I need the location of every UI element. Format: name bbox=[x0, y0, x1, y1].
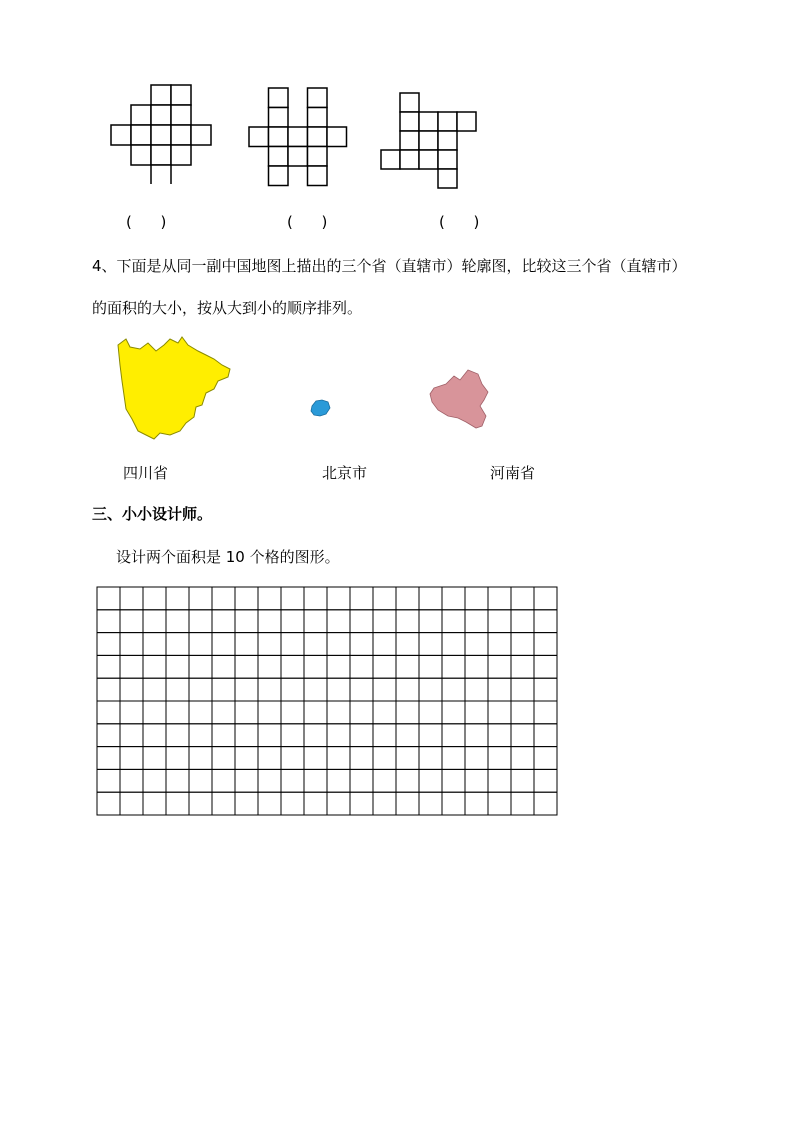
design-grid-cell[interactable] bbox=[396, 747, 419, 770]
design-grid-cell[interactable] bbox=[442, 747, 465, 770]
design-grid-cell[interactable] bbox=[373, 610, 396, 633]
design-grid-cell[interactable] bbox=[189, 633, 212, 656]
grid-shape-1-cell bbox=[151, 165, 171, 184]
design-grid-cell[interactable] bbox=[120, 724, 143, 747]
design-grid-cell[interactable] bbox=[327, 701, 350, 724]
design-grid-cell[interactable] bbox=[511, 792, 534, 815]
design-grid-cell[interactable] bbox=[373, 724, 396, 747]
design-grid-cell[interactable] bbox=[442, 633, 465, 656]
design-grid-cell[interactable] bbox=[327, 633, 350, 656]
design-grid-cell[interactable] bbox=[235, 769, 258, 792]
grid-shape-2-cell bbox=[308, 88, 328, 108]
design-grid-cell[interactable] bbox=[419, 701, 442, 724]
design-grid-cell[interactable] bbox=[419, 610, 442, 633]
design-grid-cell[interactable] bbox=[534, 792, 557, 815]
design-grid-cell[interactable] bbox=[97, 610, 120, 633]
design-grid-cell[interactable] bbox=[534, 587, 557, 610]
design-grid-cell[interactable] bbox=[465, 587, 488, 610]
design-grid-cell[interactable] bbox=[212, 701, 235, 724]
design-grid[interactable] bbox=[96, 586, 558, 822]
design-grid-cell[interactable] bbox=[465, 724, 488, 747]
design-grid-cell[interactable] bbox=[396, 792, 419, 815]
design-grid-cell[interactable] bbox=[488, 633, 511, 656]
design-grid-cell[interactable] bbox=[258, 747, 281, 770]
design-grid-cell[interactable] bbox=[235, 724, 258, 747]
design-grid-cell[interactable] bbox=[97, 769, 120, 792]
design-grid-cell[interactable] bbox=[534, 724, 557, 747]
design-grid-cell[interactable] bbox=[396, 610, 419, 633]
design-grid-cell[interactable] bbox=[97, 747, 120, 770]
answer-blank-2[interactable]: ( ) bbox=[287, 213, 328, 231]
design-grid-cell[interactable] bbox=[373, 587, 396, 610]
design-grid-cell[interactable] bbox=[120, 610, 143, 633]
design-grid-cell[interactable] bbox=[511, 701, 534, 724]
design-grid-cell[interactable] bbox=[396, 655, 419, 678]
design-grid-cell[interactable] bbox=[235, 678, 258, 701]
design-grid-cell[interactable] bbox=[419, 769, 442, 792]
design-grid-cell[interactable] bbox=[327, 655, 350, 678]
grid-shape-3-cell bbox=[438, 169, 457, 188]
grid-shape-3-cell bbox=[419, 112, 438, 131]
design-grid-cell[interactable] bbox=[235, 633, 258, 656]
design-grid-cell[interactable] bbox=[442, 724, 465, 747]
design-grid-cell[interactable] bbox=[350, 655, 373, 678]
grid-shape-1-cell bbox=[171, 125, 191, 145]
grid-shape-1-cell bbox=[151, 125, 171, 145]
design-grid-cell[interactable] bbox=[442, 769, 465, 792]
design-grid-cell[interactable] bbox=[327, 678, 350, 701]
design-grid-cell[interactable] bbox=[304, 792, 327, 815]
design-grid-cell[interactable] bbox=[396, 724, 419, 747]
design-grid-cell[interactable] bbox=[304, 747, 327, 770]
grid-shape-2-cell bbox=[269, 147, 289, 167]
design-grid-cell[interactable] bbox=[258, 792, 281, 815]
design-grid-cell[interactable] bbox=[258, 587, 281, 610]
design-grid-cell[interactable] bbox=[120, 587, 143, 610]
design-grid-cell[interactable] bbox=[212, 769, 235, 792]
design-grid-cell[interactable] bbox=[143, 724, 166, 747]
design-grid-cell[interactable] bbox=[166, 587, 189, 610]
design-grid-cell[interactable] bbox=[534, 633, 557, 656]
grid-shape-3-cell bbox=[438, 112, 457, 131]
grid-shape-1-cell bbox=[151, 145, 171, 165]
design-grid-cell[interactable] bbox=[442, 655, 465, 678]
design-grid-cell[interactable] bbox=[465, 747, 488, 770]
grid-shape-3-cell bbox=[400, 93, 419, 112]
grid-shape-2-cell bbox=[308, 108, 328, 128]
grid-shape-1-cell bbox=[131, 145, 151, 165]
design-grid-cell[interactable] bbox=[327, 610, 350, 633]
design-grid-cell[interactable] bbox=[281, 747, 304, 770]
design-grid-cell[interactable] bbox=[511, 678, 534, 701]
design-grid-cell[interactable] bbox=[258, 701, 281, 724]
design-grid-cell[interactable] bbox=[281, 633, 304, 656]
grid-shape-1-cell bbox=[171, 85, 191, 105]
design-grid-cell[interactable] bbox=[373, 769, 396, 792]
design-grid-cell[interactable] bbox=[488, 724, 511, 747]
design-grid-cell[interactable] bbox=[97, 724, 120, 747]
grid-shape-3-cell bbox=[457, 112, 476, 131]
design-grid-cell[interactable] bbox=[281, 655, 304, 678]
grid-shape-2-cell bbox=[308, 166, 328, 186]
design-grid-cell[interactable] bbox=[327, 792, 350, 815]
design-grid-cell[interactable] bbox=[488, 587, 511, 610]
design-grid-cell[interactable] bbox=[488, 792, 511, 815]
design-grid-cell[interactable] bbox=[350, 610, 373, 633]
design-grid-cell[interactable] bbox=[350, 724, 373, 747]
design-grid-cell[interactable] bbox=[373, 792, 396, 815]
design-grid-cell[interactable] bbox=[488, 610, 511, 633]
design-grid-cell[interactable] bbox=[97, 655, 120, 678]
answer-blank-3[interactable]: ( ) bbox=[439, 213, 480, 231]
grid-shape-1-cell bbox=[131, 105, 151, 125]
design-grid-cell[interactable] bbox=[442, 587, 465, 610]
grid-shape-3-cell bbox=[400, 131, 419, 150]
design-grid-cell[interactable] bbox=[235, 792, 258, 815]
design-grid-cell[interactable] bbox=[350, 587, 373, 610]
design-grid-cell[interactable] bbox=[281, 701, 304, 724]
grid-shape-2-cell bbox=[269, 166, 289, 186]
design-grid-cell[interactable] bbox=[511, 747, 534, 770]
design-grid-cell[interactable] bbox=[189, 610, 212, 633]
design-grid-cell[interactable] bbox=[419, 678, 442, 701]
design-grid-cell[interactable] bbox=[166, 724, 189, 747]
design-grid-cell[interactable] bbox=[281, 678, 304, 701]
design-grid-cell[interactable] bbox=[396, 769, 419, 792]
design-grid-cell[interactable] bbox=[419, 587, 442, 610]
grid-shape-2-cell bbox=[288, 147, 308, 167]
henan-map-outline bbox=[424, 366, 496, 440]
design-grid-cell[interactable] bbox=[373, 701, 396, 724]
design-grid-cell[interactable] bbox=[212, 655, 235, 678]
design-grid-cell[interactable] bbox=[511, 655, 534, 678]
design-grid-cell[interactable] bbox=[304, 701, 327, 724]
grid-shape-2-cell bbox=[269, 108, 289, 128]
design-grid-cell[interactable] bbox=[419, 655, 442, 678]
design-grid-cell[interactable] bbox=[212, 792, 235, 815]
design-grid-cell[interactable] bbox=[511, 724, 534, 747]
answer-blank-1[interactable]: ( ) bbox=[126, 213, 167, 231]
design-grid-cell[interactable] bbox=[281, 610, 304, 633]
design-grid-cell[interactable] bbox=[235, 587, 258, 610]
grid-shape-1-cell bbox=[191, 125, 211, 145]
design-grid-cell[interactable] bbox=[304, 610, 327, 633]
design-grid-cell[interactable] bbox=[235, 610, 258, 633]
design-grid-cell[interactable] bbox=[396, 587, 419, 610]
design-grid-cell[interactable] bbox=[511, 633, 534, 656]
design-grid-cell[interactable] bbox=[258, 724, 281, 747]
design-grid-cell[interactable] bbox=[97, 678, 120, 701]
design-grid-cell[interactable] bbox=[419, 724, 442, 747]
grid-shape-3-cell bbox=[419, 150, 438, 169]
design-grid-cell[interactable] bbox=[534, 701, 557, 724]
design-grid-cell[interactable] bbox=[350, 633, 373, 656]
design-grid-cell[interactable] bbox=[327, 747, 350, 770]
design-grid-cell[interactable] bbox=[465, 792, 488, 815]
grid-shape-2-cell bbox=[288, 127, 308, 147]
design-grid-cell[interactable] bbox=[120, 792, 143, 815]
design-grid-cell[interactable] bbox=[120, 655, 143, 678]
design-grid-cell[interactable] bbox=[350, 747, 373, 770]
grid-shape-1-cell bbox=[151, 85, 171, 105]
design-grid-cell[interactable] bbox=[212, 747, 235, 770]
sichuan-map-outline bbox=[110, 335, 240, 449]
design-instruction: 设计两个面积是 10 个格的图形。 bbox=[116, 548, 340, 566]
design-grid-cell[interactable] bbox=[212, 724, 235, 747]
map-label-beijing: 北京市 bbox=[322, 464, 368, 482]
design-grid-cell[interactable] bbox=[281, 724, 304, 747]
design-grid-cell[interactable] bbox=[143, 610, 166, 633]
design-grid-cell[interactable] bbox=[97, 792, 120, 815]
design-grid-cell[interactable] bbox=[373, 633, 396, 656]
design-grid-cell[interactable] bbox=[166, 633, 189, 656]
design-grid-cell[interactable] bbox=[488, 655, 511, 678]
design-grid-cell[interactable] bbox=[465, 655, 488, 678]
design-grid-cell[interactable] bbox=[189, 769, 212, 792]
grid-shape-2-cell bbox=[269, 88, 289, 108]
design-grid-cell[interactable] bbox=[488, 769, 511, 792]
grid-shape-1-cell bbox=[131, 125, 151, 145]
design-grid-cell[interactable] bbox=[189, 701, 212, 724]
design-grid-cell[interactable] bbox=[97, 701, 120, 724]
design-grid-cell[interactable] bbox=[488, 678, 511, 701]
design-grid-cell[interactable] bbox=[189, 678, 212, 701]
design-grid-cell[interactable] bbox=[465, 769, 488, 792]
design-grid-cell[interactable] bbox=[373, 678, 396, 701]
design-grid-cell[interactable] bbox=[534, 747, 557, 770]
map-label-henan: 河南省 bbox=[490, 464, 536, 482]
grid-figure-1 bbox=[110, 84, 212, 184]
grid-figure-2 bbox=[248, 87, 348, 189]
design-grid-cell[interactable] bbox=[442, 792, 465, 815]
design-grid-cell[interactable] bbox=[304, 587, 327, 610]
design-grid-cell[interactable] bbox=[304, 769, 327, 792]
design-grid-cell[interactable] bbox=[465, 633, 488, 656]
design-grid-cell[interactable] bbox=[166, 701, 189, 724]
design-grid-cell[interactable] bbox=[258, 610, 281, 633]
design-grid-cell[interactable] bbox=[166, 655, 189, 678]
grid-shape-1-cell bbox=[171, 105, 191, 125]
design-grid-cell[interactable] bbox=[120, 633, 143, 656]
design-grid-cell[interactable] bbox=[534, 678, 557, 701]
design-grid-cell[interactable] bbox=[327, 587, 350, 610]
design-grid-cell[interactable] bbox=[304, 724, 327, 747]
grid-shape-2-cell bbox=[308, 147, 328, 167]
design-grid-cell[interactable] bbox=[143, 792, 166, 815]
design-grid-cell[interactable] bbox=[235, 747, 258, 770]
design-grid-cell[interactable] bbox=[120, 769, 143, 792]
design-grid-cell[interactable] bbox=[235, 701, 258, 724]
design-grid-cell[interactable] bbox=[143, 678, 166, 701]
design-grid-cell[interactable] bbox=[534, 610, 557, 633]
design-grid-cell[interactable] bbox=[143, 747, 166, 770]
design-grid-cell[interactable] bbox=[511, 769, 534, 792]
design-grid-cell[interactable] bbox=[304, 655, 327, 678]
design-grid-cell[interactable] bbox=[258, 633, 281, 656]
design-grid-cell[interactable] bbox=[189, 587, 212, 610]
map-label-sichuan: 四川省 bbox=[123, 464, 169, 482]
grid-figure-3 bbox=[380, 92, 478, 194]
question-4-line-1: 4、下面是从同一副中国地图上描出的三个省（直辖市）轮廓图，比较这三个省（直辖市） bbox=[92, 257, 687, 275]
design-grid-cell[interactable] bbox=[166, 610, 189, 633]
design-grid-cell[interactable] bbox=[166, 792, 189, 815]
design-grid-cell[interactable] bbox=[281, 769, 304, 792]
grid-shape-2-cell bbox=[308, 127, 328, 147]
design-grid-cell[interactable] bbox=[465, 610, 488, 633]
design-grid-cell[interactable] bbox=[97, 587, 120, 610]
design-grid-cell[interactable] bbox=[373, 655, 396, 678]
design-grid-cell[interactable] bbox=[442, 610, 465, 633]
design-grid-cell[interactable] bbox=[212, 678, 235, 701]
design-grid-cell[interactable] bbox=[327, 769, 350, 792]
grid-shape-3-cell bbox=[381, 150, 400, 169]
design-grid-cell[interactable] bbox=[281, 792, 304, 815]
design-grid-cell[interactable] bbox=[166, 747, 189, 770]
design-grid-cell[interactable] bbox=[97, 633, 120, 656]
design-grid-cell[interactable] bbox=[258, 678, 281, 701]
grid-shape-1-cell bbox=[151, 105, 171, 125]
design-grid-cell[interactable] bbox=[442, 678, 465, 701]
design-grid-cell[interactable] bbox=[442, 701, 465, 724]
design-grid-cell[interactable] bbox=[511, 610, 534, 633]
design-grid-cell[interactable] bbox=[189, 655, 212, 678]
design-grid-cell[interactable] bbox=[304, 633, 327, 656]
grid-shape-2-cell bbox=[269, 127, 289, 147]
design-grid-cell[interactable] bbox=[258, 655, 281, 678]
design-grid-cell[interactable] bbox=[511, 587, 534, 610]
design-grid-cell[interactable] bbox=[189, 724, 212, 747]
design-grid-cell[interactable] bbox=[488, 701, 511, 724]
design-grid-cell[interactable] bbox=[120, 701, 143, 724]
design-grid-cell[interactable] bbox=[143, 769, 166, 792]
design-grid-cell[interactable] bbox=[212, 587, 235, 610]
grid-shape-3-cell bbox=[400, 150, 419, 169]
design-grid-cell[interactable] bbox=[396, 701, 419, 724]
design-grid-cell[interactable] bbox=[350, 792, 373, 815]
grid-shape-2-cell bbox=[327, 127, 347, 147]
grid-shape-3-cell bbox=[438, 150, 457, 169]
grid-shape-1-cell bbox=[171, 145, 191, 165]
design-grid-cell[interactable] bbox=[419, 633, 442, 656]
grid-shape-2-cell bbox=[249, 127, 269, 147]
design-grid-cell[interactable] bbox=[281, 587, 304, 610]
grid-shape-3-cell bbox=[400, 112, 419, 131]
design-grid-cell[interactable] bbox=[143, 587, 166, 610]
design-grid-cell[interactable] bbox=[350, 678, 373, 701]
design-grid-cell[interactable] bbox=[189, 792, 212, 815]
design-grid-cell[interactable] bbox=[534, 769, 557, 792]
design-grid-cell[interactable] bbox=[212, 633, 235, 656]
design-grid-cell[interactable] bbox=[258, 769, 281, 792]
design-grid-cell[interactable] bbox=[304, 678, 327, 701]
design-grid-cell[interactable] bbox=[419, 747, 442, 770]
design-grid-cell[interactable] bbox=[120, 747, 143, 770]
grid-shape-3-cell bbox=[438, 131, 457, 150]
design-grid-cell[interactable] bbox=[419, 792, 442, 815]
design-grid-cell[interactable] bbox=[465, 701, 488, 724]
grid-shape-1-cell bbox=[111, 125, 131, 145]
design-grid-cell[interactable] bbox=[396, 678, 419, 701]
design-grid-cell[interactable] bbox=[120, 678, 143, 701]
design-grid-cell[interactable] bbox=[166, 678, 189, 701]
design-grid-cell[interactable] bbox=[373, 747, 396, 770]
design-grid-cell[interactable] bbox=[189, 747, 212, 770]
design-grid-cell[interactable] bbox=[166, 769, 189, 792]
grid-shape-3-cell bbox=[419, 131, 438, 150]
question-4-line-2: 的面积的大小，按从大到小的顺序排列。 bbox=[92, 299, 363, 317]
design-grid-cell[interactable] bbox=[143, 655, 166, 678]
design-grid-cell[interactable] bbox=[488, 747, 511, 770]
design-grid-cell[interactable] bbox=[350, 701, 373, 724]
section-3-title: 三、小小设计师。 bbox=[92, 505, 213, 523]
design-grid-cell[interactable] bbox=[396, 633, 419, 656]
design-grid-cell[interactable] bbox=[465, 678, 488, 701]
design-grid-cell[interactable] bbox=[534, 655, 557, 678]
design-grid-cell[interactable] bbox=[350, 769, 373, 792]
design-grid-cell[interactable] bbox=[235, 655, 258, 678]
design-grid-cell[interactable] bbox=[143, 701, 166, 724]
beijing-map-outline bbox=[308, 396, 334, 424]
design-grid-cell[interactable] bbox=[212, 610, 235, 633]
design-grid-cell[interactable] bbox=[327, 724, 350, 747]
design-grid-cell[interactable] bbox=[143, 633, 166, 656]
